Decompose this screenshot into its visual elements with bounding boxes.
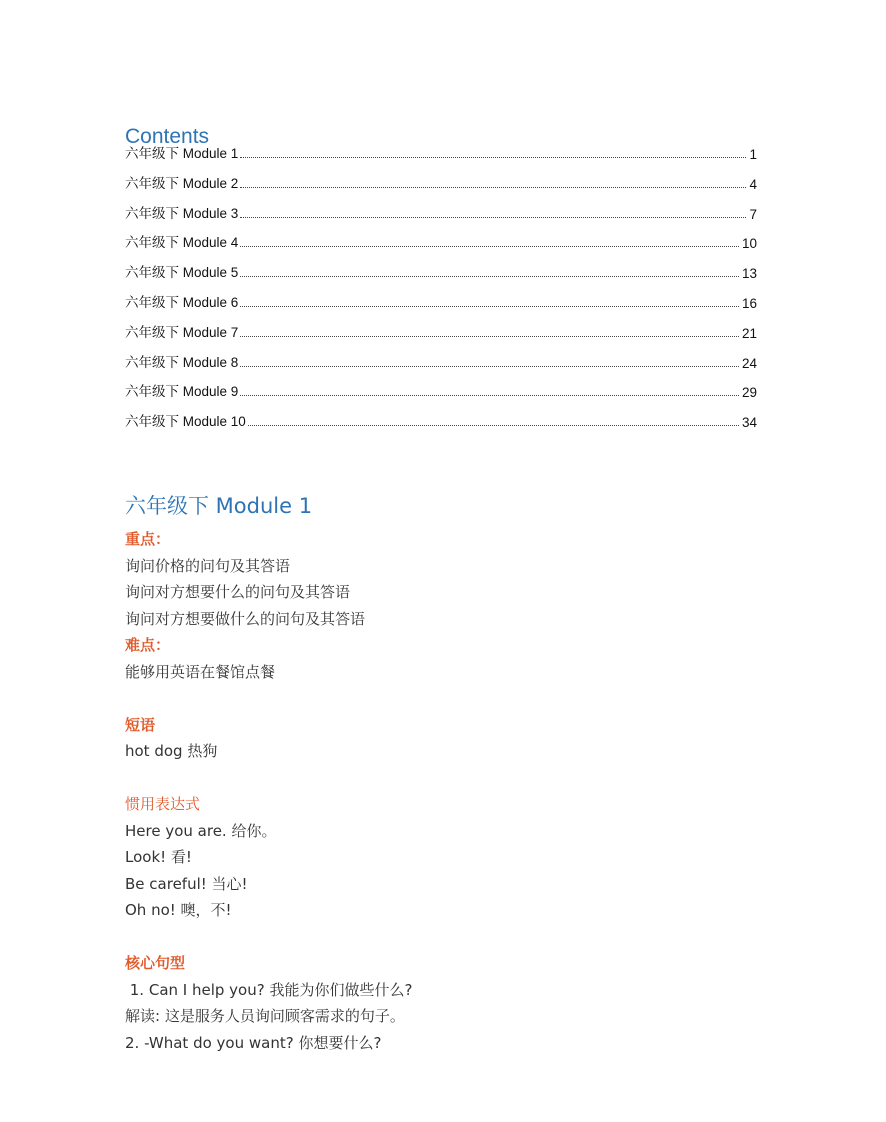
toc-leader-dots (240, 275, 739, 277)
toc-entry[interactable] (125, 162, 757, 192)
toc-entry-label: 六年级下 Module 8 (125, 354, 239, 370)
sentence-line: 解读: 这是服务人员询问顾客需求的句子。 (125, 1007, 405, 1025)
expression-line: Oh no! 噢，不! (125, 901, 232, 919)
toc-entry-label: 六年级下 Module 4 (125, 235, 239, 251)
toc-entry-page: 34 (741, 415, 757, 431)
toc-leader-dots (240, 305, 739, 307)
difficulty-line: 能够用英语在餐馆点餐 (125, 662, 276, 681)
toc-entry-page: 4 (749, 176, 757, 192)
toc-entry[interactable] (125, 222, 757, 252)
toc-list (125, 148, 757, 430)
toc-leader-dots (240, 365, 739, 367)
difficulties-label: 难点： (125, 636, 171, 654)
toc-entry[interactable] (125, 400, 757, 430)
toc-entry[interactable] (125, 311, 757, 341)
toc-entry-page: 24 (741, 355, 757, 371)
phrase-line: hot dog 热狗 (125, 742, 218, 760)
key-point-line: 询问对方想要做什么的问句及其答语 (125, 609, 366, 628)
spacer (125, 765, 757, 792)
toc-entry-label: 六年级下 Module 2 (125, 175, 239, 191)
toc-entry-label: 六年级下 Module 10 (125, 414, 246, 430)
section-body (125, 526, 757, 1056)
toc-leader-dots (240, 335, 739, 337)
toc-leader-dots (240, 245, 739, 247)
toc-entry-label: 六年级下 Module 9 (125, 384, 239, 400)
toc-title: Contents (125, 125, 210, 148)
sentence-line: 1. Can I help you? 我能为你们做些什么? (125, 980, 413, 999)
expression-line: Here you are. 给你。 (125, 821, 277, 840)
sentences-label: 核心句型 (125, 954, 186, 972)
spacer (125, 924, 757, 951)
toc-entry[interactable] (125, 192, 757, 222)
toc-entry-label: 六年级下 Module 6 (125, 294, 239, 310)
toc-entry-page: 16 (741, 295, 757, 311)
toc-entry-page: 21 (741, 325, 757, 341)
toc-entry-label: 六年级下 Module 5 (125, 265, 239, 281)
toc-entry[interactable] (125, 341, 757, 371)
key-point-line: 询问价格的问句及其答语 (125, 556, 291, 575)
toc-leader-dots (240, 216, 746, 218)
section-heading: 六年级下 Module 1 (125, 494, 313, 518)
toc-entry-label: 六年级下 Module 3 (125, 205, 239, 221)
toc-entry[interactable] (125, 251, 757, 281)
toc-entry[interactable] (125, 371, 757, 401)
key-points-label: 重点： (125, 530, 171, 548)
toc-leader-dots (240, 186, 746, 188)
expressions-label: 惯用表达式 (125, 795, 201, 813)
toc-entry[interactable] (125, 281, 757, 311)
expression-line: Look! 看! (125, 848, 192, 866)
toc-entry-label: 六年级下 Module 1 (125, 146, 239, 161)
toc-entry-page: 7 (749, 206, 757, 222)
key-point-line: 询问对方想要什么的问句及其答语 (125, 583, 351, 601)
toc-entry-page: 10 (741, 236, 757, 252)
phrases-label: 短语 (125, 715, 156, 734)
expression-line: Be careful! 当心! (125, 874, 248, 893)
toc-entry-page: 29 (741, 385, 757, 401)
toc-entry-page: 1 (749, 147, 757, 162)
toc-entry[interactable] (125, 148, 757, 162)
document-page (125, 122, 757, 1052)
toc-leader-dots (240, 394, 739, 396)
toc-entry-page: 13 (741, 266, 757, 282)
toc-leader-dots (240, 156, 746, 158)
sentence-line: 2. -What do you want? 你想要什么? (125, 1033, 382, 1052)
spacer (125, 685, 757, 712)
toc-entry-label: 六年级下 Module 7 (125, 324, 239, 340)
toc-leader-dots (248, 424, 739, 426)
